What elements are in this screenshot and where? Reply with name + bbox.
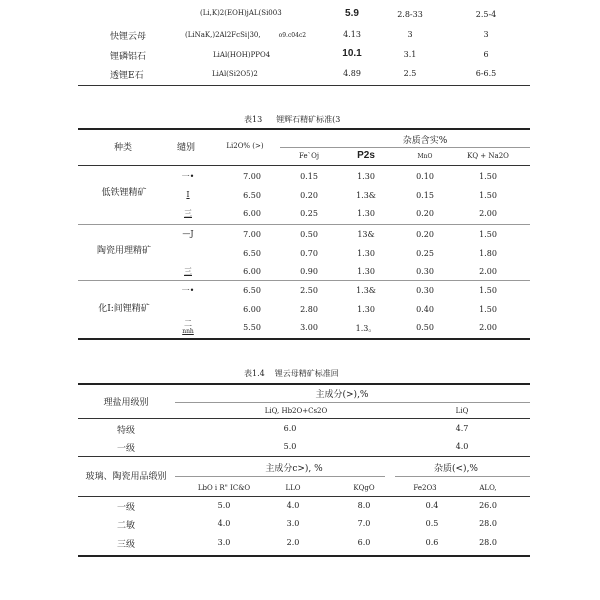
li2o-cell: 6.50: [243, 286, 261, 295]
p-cell: 1.30: [357, 305, 375, 314]
header-rule: [78, 165, 530, 166]
li2o-cell: 6.50: [243, 249, 261, 258]
section2-col: LbO i R" IC&O: [197, 484, 251, 492]
kq-cell: 1.50: [479, 230, 497, 239]
table-title: 锂辉石精矿标准(3: [276, 115, 341, 124]
top-rule: [78, 128, 530, 130]
section-rule: [78, 456, 530, 457]
section2-col: ALO,: [479, 484, 497, 492]
fe-cell: 0.90: [300, 267, 318, 276]
grade-cell: I: [186, 190, 190, 199]
mn-cell: 0.30: [416, 286, 434, 295]
kq-cell: 1.50: [479, 286, 497, 295]
header-kq: KQ + Na2O: [467, 152, 509, 160]
kq-cell: 2.00: [479, 209, 497, 218]
p-cell: 1.30: [357, 209, 375, 218]
li2o-value: 5.9: [345, 8, 359, 19]
header-grade: 缱别: [176, 143, 196, 153]
fe-cell: 0.70: [300, 249, 318, 258]
group-header-rule: [175, 402, 530, 403]
li2o-cell: 6.50: [243, 191, 261, 200]
group-kind: 低铁锂精矿: [101, 188, 147, 198]
grade-cell: 三: [184, 267, 192, 276]
kq-cell: 1.50: [479, 172, 497, 181]
mn-cell: 0.20: [416, 230, 434, 239]
p-cell: 1.3。: [355, 324, 377, 333]
li2o-value: 4.13: [343, 30, 361, 39]
section1-col1: LiQ, Hb2O+Cs2O: [264, 407, 328, 415]
kq-cell: 1.80: [479, 249, 497, 258]
section1-col2: LiQ: [455, 407, 469, 415]
fe-cell: 3.00: [300, 323, 318, 332]
impurity-rule: [280, 147, 530, 148]
mineral-name: 透锂E石: [110, 71, 144, 81]
value-cell: 28.0: [479, 538, 497, 547]
li2o-cell: 6.00: [243, 305, 261, 314]
table-number: 表1.4: [244, 369, 265, 378]
mineral-formula: (Li,K)2(EOH)jAL(Si003: [200, 9, 282, 17]
section2-col: KQgO: [353, 484, 375, 492]
mn-cell: 0.30: [416, 267, 434, 276]
table-caption: [244, 114, 340, 125]
mn-cell: 0.15: [416, 191, 434, 200]
value-cell: 6.0: [283, 424, 297, 433]
header-kind: 种类: [113, 143, 133, 153]
mineral-formula: LiAl(HOH)PPO4: [213, 51, 271, 59]
fe-cell: 0.20: [300, 191, 318, 200]
value-cell: 5.0: [283, 442, 297, 451]
grade-cell: 一级: [116, 444, 136, 454]
impurity-header-rule: [395, 476, 530, 477]
li2o-value: 4.89: [343, 69, 361, 78]
header-rule: [78, 496, 530, 497]
grade-cell: 一•: [181, 172, 195, 181]
value-cell: 28.0: [479, 519, 497, 528]
li2o-cell: 6.00: [243, 267, 261, 276]
p-cell: 1.30: [357, 172, 375, 181]
value-cell: 4.0: [286, 501, 300, 510]
section2-col: LLO: [285, 484, 301, 492]
value-col3: 2.5: [403, 69, 417, 78]
fe-cell: 0.25: [300, 209, 318, 218]
mn-cell: 0.20: [416, 209, 434, 218]
kq-cell: 2.00: [479, 267, 497, 276]
li2o-value: 10.1: [342, 48, 362, 59]
value-cell: 0.4: [425, 501, 439, 510]
header-p2s: P2s: [357, 150, 375, 161]
grade-cell: 三: [184, 209, 192, 218]
p-cell: 1.30: [357, 249, 375, 258]
li2o-cell: 5.50: [243, 323, 261, 332]
grade-cell: 二 nnh: [182, 319, 194, 335]
mn-cell: 0.50: [416, 323, 434, 332]
grade-cell: 特级: [116, 426, 136, 436]
grade-cell: —J: [182, 229, 194, 238]
grade-cell: 一级: [116, 503, 136, 513]
mn-cell: 0.10: [416, 172, 434, 181]
top-rule: [78, 383, 530, 385]
mineral-formula: (LiNaK,)2Al2FcSi|30, o9.c04c2: [185, 31, 307, 39]
value-cell: 2.0: [286, 538, 300, 547]
p-cell: 1.30: [357, 267, 375, 276]
mineral-name: 快锂云母: [110, 32, 147, 42]
value-cell: 8.0: [357, 501, 371, 510]
bottom-rule: [78, 338, 530, 340]
kq-cell: 1.50: [479, 191, 497, 200]
table-caption: [244, 368, 339, 379]
fe-cell: 0.15: [300, 172, 318, 181]
p-cell: 1.3&: [356, 191, 376, 200]
li2o-cell: 6.00: [243, 209, 261, 218]
value-cell: 4.0: [455, 442, 469, 451]
value-col3: 3.1: [403, 50, 417, 59]
group-rule: [78, 280, 530, 281]
table-number: 表13: [244, 115, 263, 124]
grade-cell: 二敏: [116, 521, 136, 531]
p-cell: 1.3&: [356, 286, 376, 295]
value-cell: 5.0: [217, 501, 231, 510]
value-col3: 2.8-33: [397, 10, 423, 19]
section1-group-header: 主成分(>),%: [315, 390, 369, 400]
value-cell: 6.0: [357, 538, 371, 547]
grade-cell: 三级: [116, 540, 136, 550]
group-kind: 陶瓷用理精矿: [96, 246, 152, 256]
li2o-cell: 7.00: [243, 172, 261, 181]
bottom-rule: [78, 555, 530, 557]
fe-cell: 2.50: [300, 286, 318, 295]
li2o-cell: 7.00: [243, 230, 261, 239]
mineral-name: 锂磷铝石: [110, 52, 147, 62]
value-col4: 2.5-4: [475, 10, 497, 19]
value-col3: 3: [407, 30, 413, 39]
value-cell: 7.0: [357, 519, 371, 528]
kq-cell: 2.00: [479, 323, 497, 332]
table-bottom-rule: [78, 85, 530, 86]
main-header-rule: [175, 476, 385, 477]
group-kind: 化I:间锂精矿: [98, 304, 150, 314]
mn-cell: 0.25: [416, 249, 434, 258]
value-col4: 6-6.5: [475, 69, 497, 78]
header-li2o: Li2O% (>): [226, 142, 264, 150]
header-impurity: 杂质含实%: [402, 136, 448, 146]
header-mno: MnO: [417, 153, 433, 160]
value-cell: 4.0: [217, 519, 231, 528]
value-cell: 0.6: [425, 538, 439, 547]
grade-cell: 一•: [181, 286, 195, 295]
value-col4: 3: [483, 30, 489, 39]
value-cell: 4.7: [455, 424, 469, 433]
fe-cell: 0.50: [300, 230, 318, 239]
value-cell: 3.0: [217, 538, 231, 547]
mn-cell: 0.40: [416, 305, 434, 314]
section2-title: 玻璃、陶瓷用品缎别: [85, 472, 167, 482]
section2-col: Fe2O3: [413, 484, 437, 492]
table-title: 锂云母精矿标准回: [274, 369, 339, 378]
p-cell: 13&: [357, 230, 375, 239]
value-cell: 26.0: [479, 501, 497, 510]
section2-impurity-header: 杂质(<),%: [434, 464, 478, 474]
section1-title: 理盐用级别: [103, 398, 149, 408]
value-cell: 3.0: [286, 519, 300, 528]
header-fe2o3: Fe`Oj: [298, 152, 320, 160]
kq-cell: 1.50: [479, 305, 497, 314]
header-rule: [78, 418, 530, 419]
value-cell: 0.5: [425, 519, 439, 528]
section2-main-header: 主成分c>), %: [265, 464, 323, 474]
fe-cell: 2.80: [300, 305, 318, 314]
group-rule: [78, 224, 530, 225]
mineral-formula: LiAl(Si2O5)2: [212, 70, 258, 78]
value-col4: 6: [483, 50, 489, 59]
